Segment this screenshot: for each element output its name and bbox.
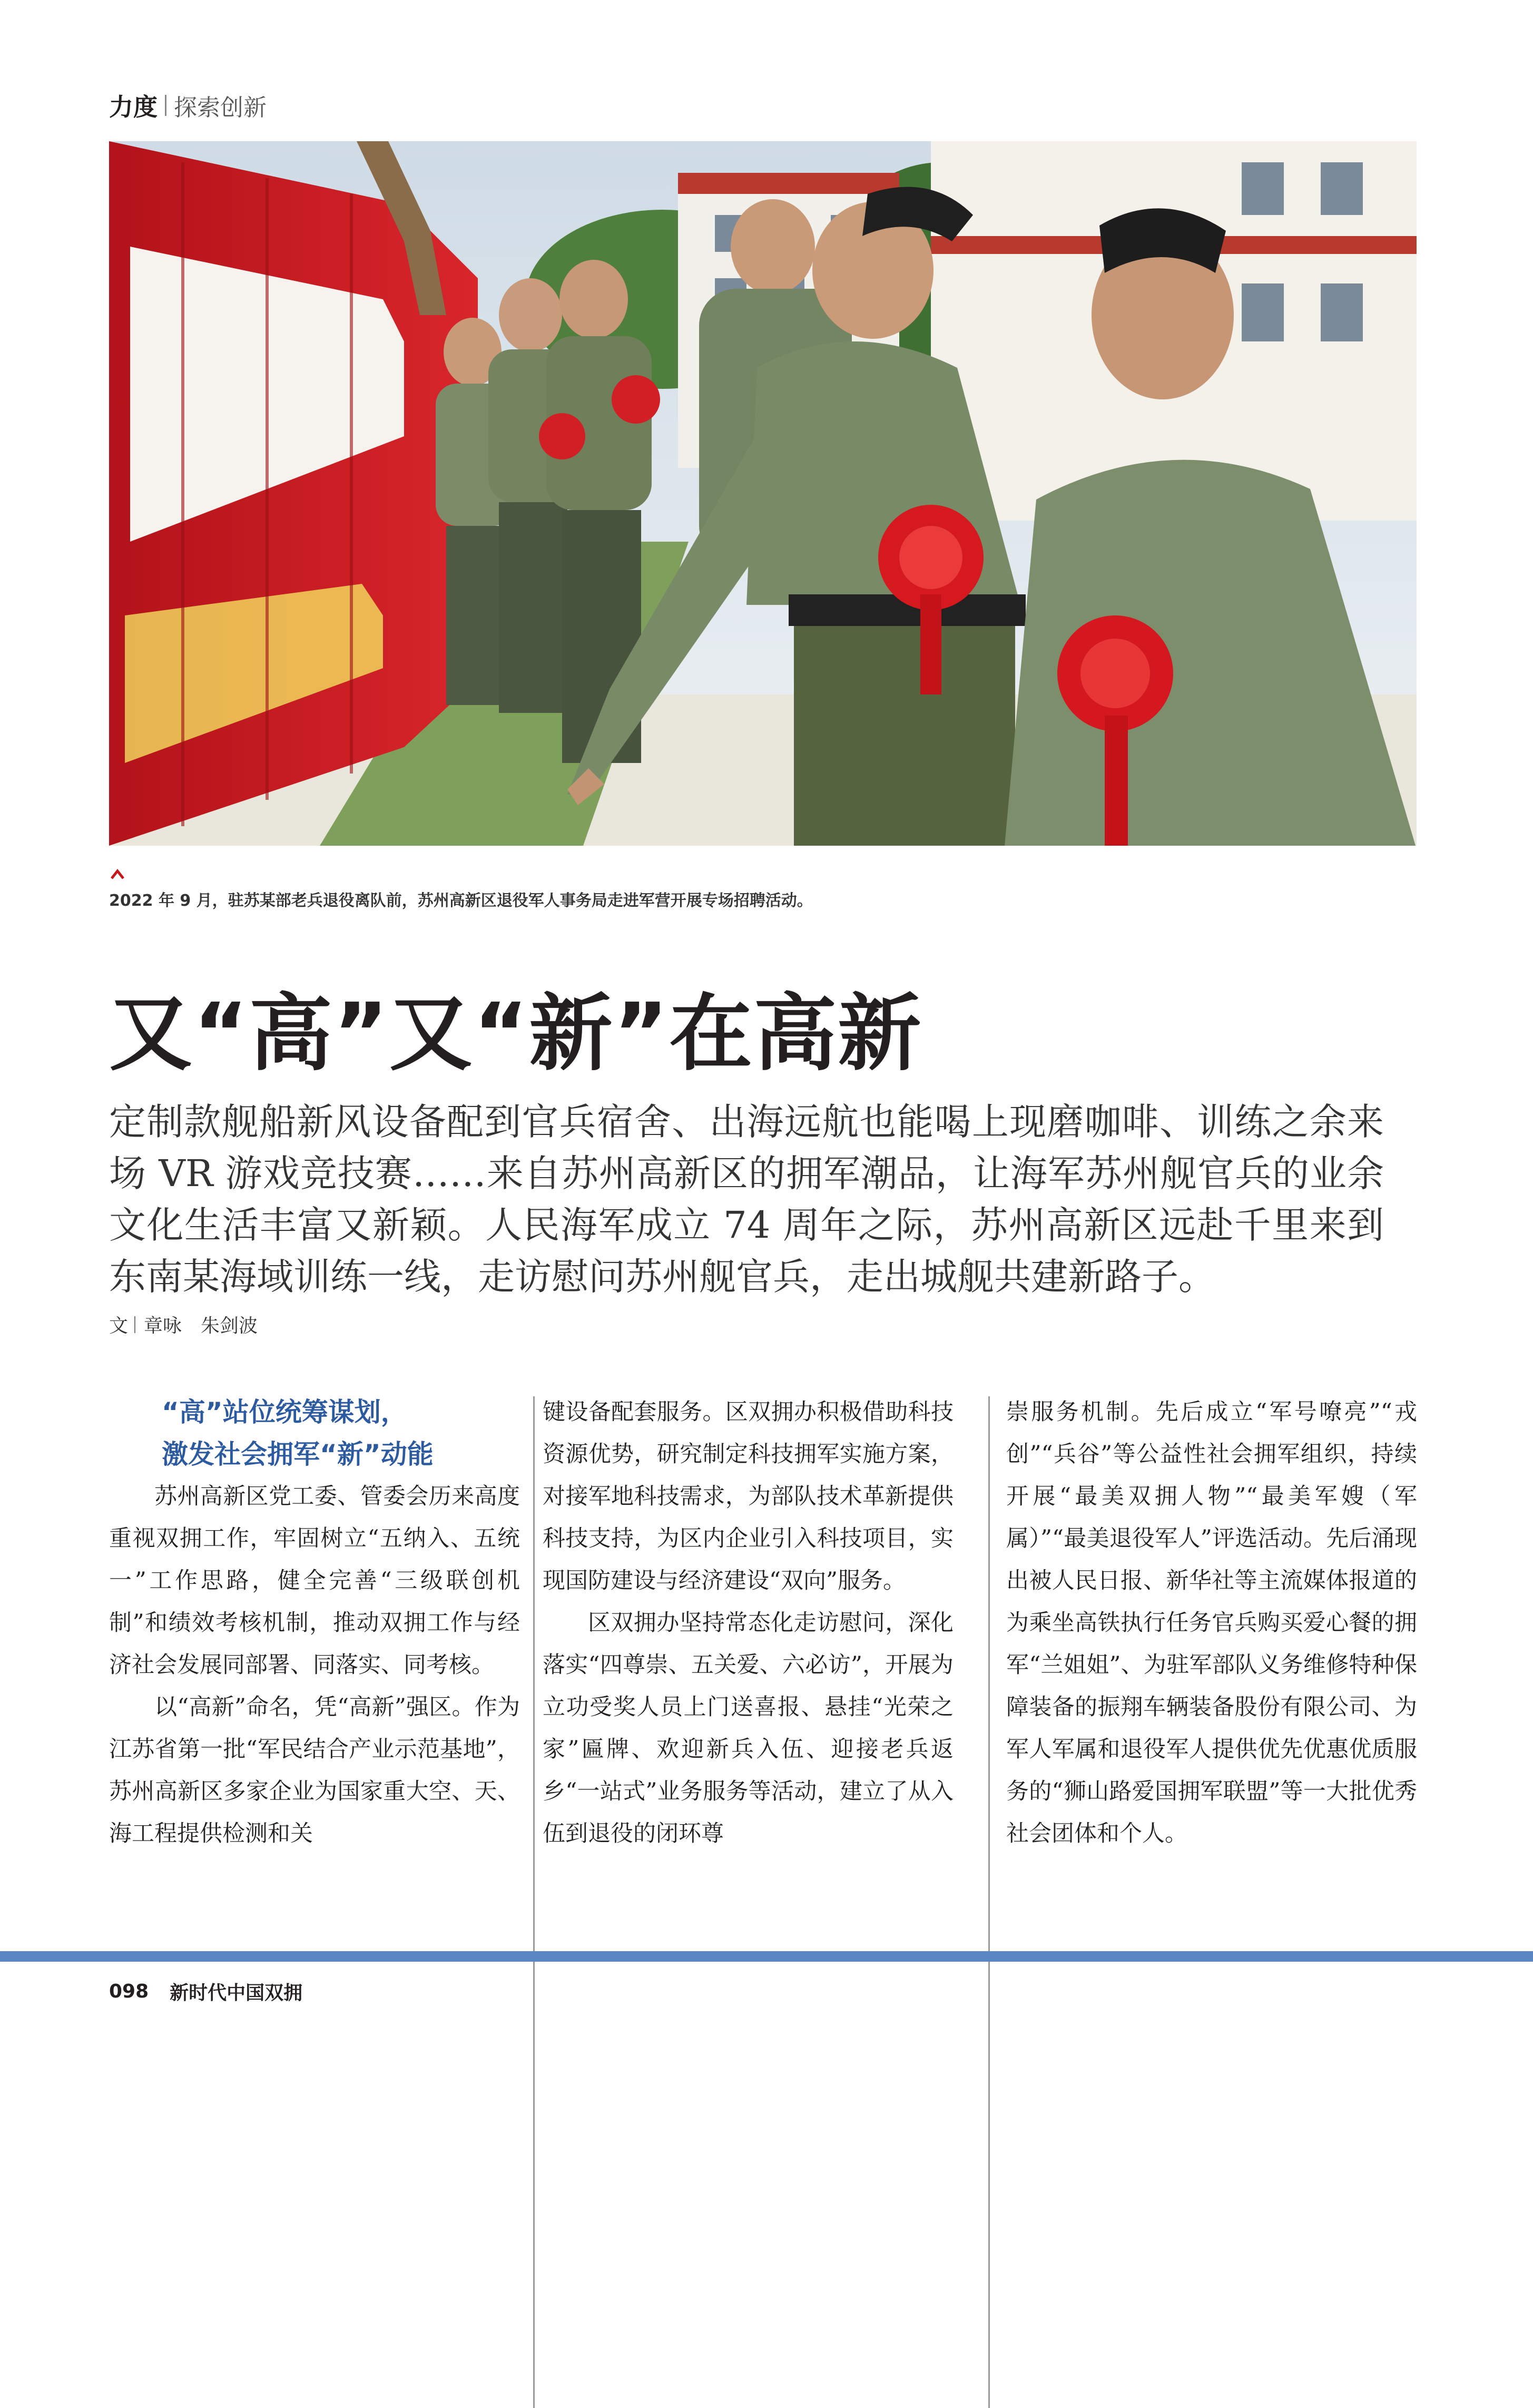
paragraph: 崇服务机制。先后成立“军号嘹亮”“戎创”“兵谷”等公益性社会拥军组织，持续开展“最美双拥人物”“最美军嫂（军属）”“最美退役军人”评选活动。先后涌现出被人民日报、新华社等主流媒体报道的为乘坐高铁执行任务官兵购买爱心餐的拥军“兰姐姐”、为驻军部队义务维修特种保障装备的振翔车辆装备股份有限公司、为军人军属和退役军人提供优先优惠优质服务的“狮山路爱国拥军联盟”等一大批优秀社会团体和个人。 [1006,1399,1417,1847]
column-divider [988,1396,990,2408]
column-2 [543,1391,954,1855]
paragraph: 键设备配套服务。区双拥办积极借助科技资源优势，研究制定科技拥军实施方案，对接军地科技需求，为部队技术革新提供科技支持，为区内企业引入科技项目，实现国防建设与经济建设“双向”服务。 [543,1399,954,1594]
page-footer [109,1978,302,2005]
paragraph: 区双拥办坚持常态化走访慰问，深化落实“四尊崇、五关爱、六必访”，开展为立功受奖人员上门送喜报、悬挂“光荣之家”匾牌、欢迎新兵入伍、迎接老兵返乡“一站式”业务服务等活动，建立了从入伍到退役的闭环尊 [543,1610,954,1847]
caption-chevron-icon [110,868,125,880]
page-number: 098 [109,1981,149,2002]
subhead-line-2: 激发社会拥军“新”动能 [162,1439,434,1470]
subhead-line-1: “高”站位统筹谋划， [162,1397,407,1427]
paragraph: 苏州高新区党工委、管委会历来高度重视双拥工作，牢固树立“五纳入、五统一”工作思路，健全完善“三级联创机制”和绩效考核机制，推动双拥工作与经济社会发展同部署、同落实、同考核。 [109,1483,520,1678]
column-1 [109,1391,520,1855]
photo-caption: 2022 年 9 月，驻苏某部老兵退役离队前，苏州高新区退役军人事务局走进军营开展专场招聘活动。 [109,892,813,910]
byline-label: 文 [109,1315,129,1337]
section-divider [165,95,166,116]
footer-bar [0,1951,1533,1962]
article-lead: 定制款舰船新风设备配到官兵宿舍、出海远航也能喝上现磨咖啡、训练之余来场 VR 游戏竞技赛……来自苏州高新区的拥军潮品，让海军苏州舰官兵的业余文化生活丰富又新颖。人民海军成立 74 周年之际，苏州高新区远赴千里来到东南某海域训练一线，走访慰问苏州舰官兵，走出城舰共建新路子。 [109,1100,1384,1298]
column-3 [1006,1391,1417,1855]
byline [109,1311,258,1338]
section-label [109,87,267,124]
byline-authors: 章咏 朱剑波 [144,1315,258,1337]
magazine-name: 新时代中国双拥 [170,1982,303,2004]
section-title: 力度 [109,93,158,121]
article-photo [109,141,1417,846]
article-title: 又“高”又“新”在高新 [109,985,922,1082]
byline-divider [134,1316,135,1333]
paragraph: 以“高新”命名，凭“高新”强区。作为江苏省第一批“军民结合产业示范基地”，苏州高新区多家企业为国家重大空、天、海工程提供检测和关 [109,1694,520,1847]
column-divider [533,1396,535,2408]
section-subtitle: 探索创新 [174,94,267,121]
